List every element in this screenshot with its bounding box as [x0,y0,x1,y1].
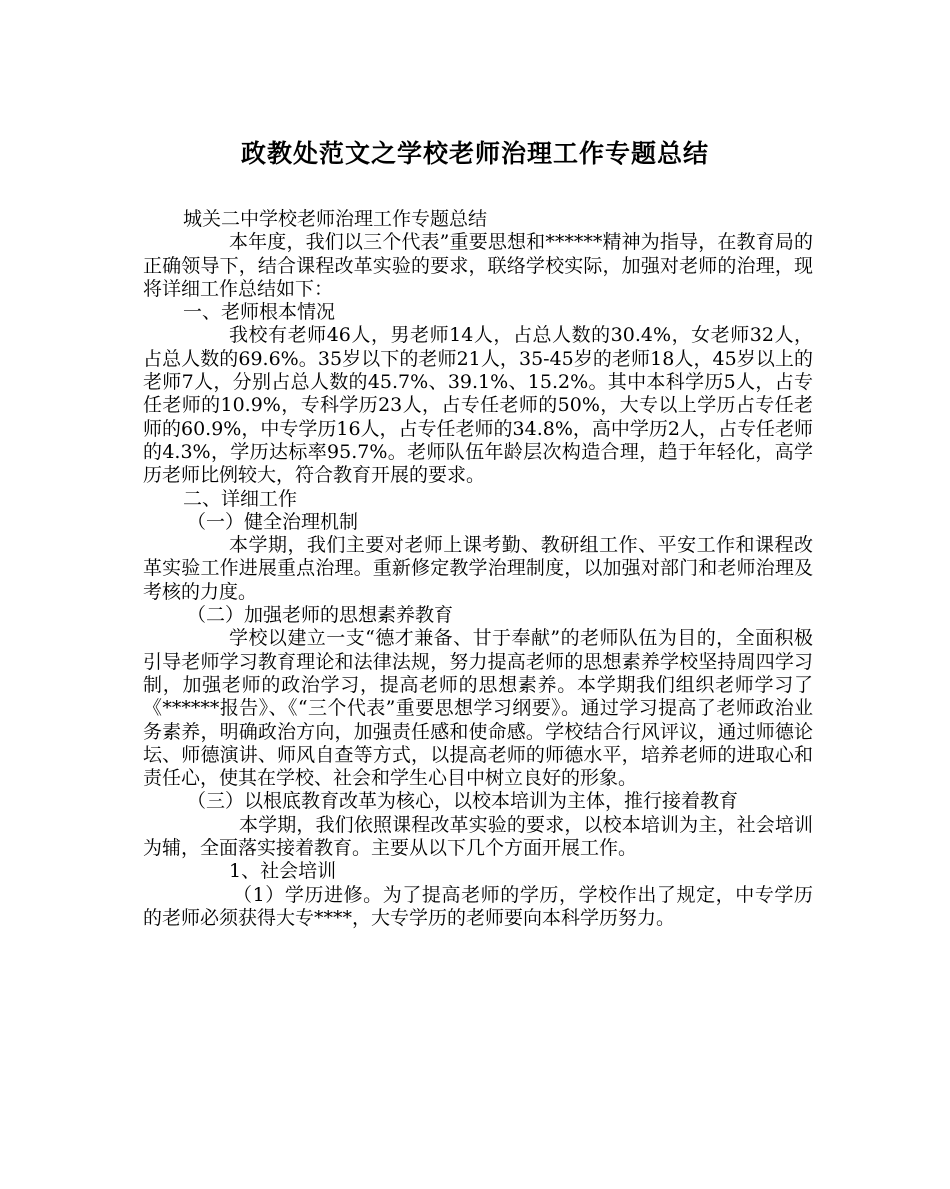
heading-subsection-3: （三）以根底教育改革为核心，以校本培训为主体，推行接着教育 [187,790,739,813]
document-title: 政教处范文之学校老师治理工作专题总结 [240,139,709,168]
heading-subsection-2: （二）加强老师的思想素养教育 [187,604,454,627]
paragraph-training: 本学期，我们依照课程改革实验的要求，以校本培训为主，社会培训为辅，全面落实接着教育。主要从以下几个方面开展工作。 [143,813,813,860]
heading-subsection-1: （一）健全治理机制 [187,510,359,533]
paragraph-intro: 本年度，我们以三个代表”重要思想和******精神为指导，在教育局的正确领导下，结合课程改革实验的要求，联络学校实际，加强对老师的治理，现将详细工作总结如下： [143,231,813,300]
paragraph-degree-study: （1）学历进修。为了提高老师的学历，学校作出了规定，中专学历的老师必须获得大专****，大专学历的老师要向本科学历努力。 [143,883,813,929]
heading-section-1: 一、老师根本情况 [183,301,336,324]
paragraph-management: 本学期，我们主要对老师上课考勤、教研组工作、平安工作和课程改革实验工作进展重点治理。重新修定教学治理制度，以加强对部门和老师治理及考核的力度。 [143,534,813,603]
paragraph-ethics: 学校以建立一支“德才兼备、甘于奉献”的老师队伍为目的，全面积极引导老师学习教育理论和法律法规，努力提高老师的思想素养学校坚持周四学习制，加强老师的政治学习，提高老师的思想素养。本学期我们组织老师学习了《******报告》、《“三个代表”重要思想学习纲要》。通过学习提高了老师政治业务素养，明确政治方向，加强责任感和使命感。学校结合行风评议，通过师德论坛、师德演讲、师风自查等方式，以提高老师的师德水平，培养老师的进取心和责任心，使其在学校、社会和学生心目中树立良好的形象。 [143,627,813,790]
heading-social-training: 1、社会培训 [229,860,337,883]
document-body [143,208,813,930]
paragraph-subtitle: 城关二中学校老师治理工作专题总结 [183,208,488,230]
paragraph-staff-stats: 我校有老师46人，男老师14人，占总人数的30.4%，女老师32人，占总人数的69.6%。35岁以下的老师21人，35-45岁的老师18人，45岁以上的老师7人，分别占总人数的45.7%、39.1%、15.2%。其中本科学历5人，占专任老师的10.9%，专科学历23人，占专任老师的50%，大专以上学历占专任老师的60.9%，中专学历16人，占专任老师的34.8%，高中学历2人，占专任老师的4.3%，学历达标率95.7%。老师队伍年龄层次构造合理，趋于年轻化，高学历老师比例较大，符合教育开展的要求。 [143,324,813,487]
heading-section-2: 二、详细工作 [183,487,298,510]
